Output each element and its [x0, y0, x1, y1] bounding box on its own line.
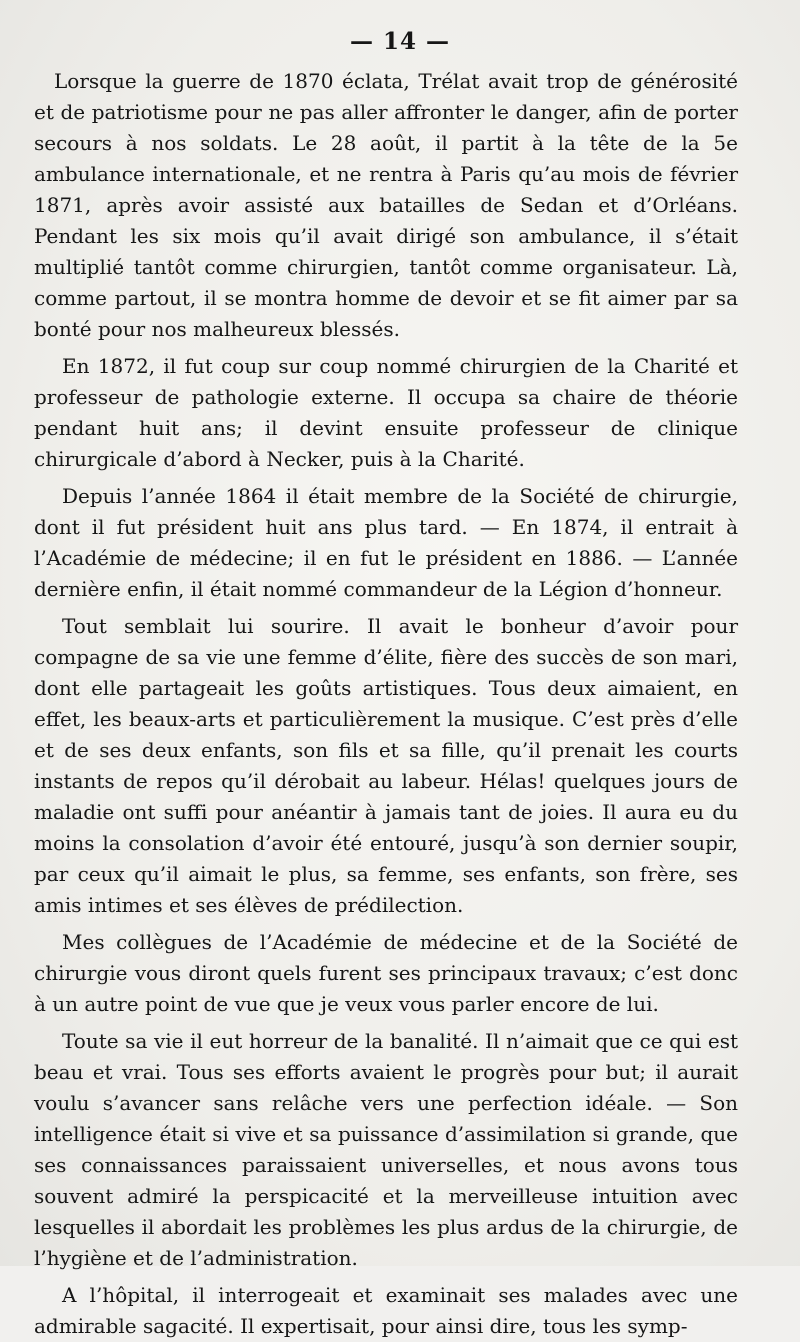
- paragraph-family-life: Tout semblait lui sourire. Il avait le bonheur d’avoir pour compagne de sa vie une femme d’élite, fière des succès de son mari, dont elle partageait les goûts artistiques. Tous deux aimaient, en effet, les beaux-arts et particulièrement la musique. C’est près d’elle et de ses deux enfants, son fils et sa fille, qu’il prenait les courts instants de repos qu’il dérobait au labeur. Hélas! quelques jours de maladie ont suffi pour anéantir à jamais tant de joies. Il aura eu du moins la consolation d’avoir été entouré, jusqu’à son dernier soupir, par ceux qu’il aimait le plus, sa femme, ses enfants, son frère, ses amis intimes et ses élèves de prédilection.: [34, 614, 738, 917]
- page-number: — 14 —: [349, 28, 451, 55]
- paragraph-colleagues: Mes collègues de l’Académie de médecine et de la Société de chirurgie vous diront quels furent ses principaux travaux; c’est donc à un autre point de vue que je veux vous parler encore de lui.: [34, 930, 738, 1016]
- paragraph-charite-1872: En 1872, il fut coup sur coup nommé chirurgien de la Charité et professeur de pathologie externe. Il occupa sa chaire de théorie pendant huit ans; il devint ensuite professeur de clinique chirurgicale d’abord à Necker, puis à la Charité.: [34, 354, 738, 471]
- body-text: [34, 66, 738, 1342]
- paragraph-character: Toute sa vie il eut horreur de la banalité. Il n’aimait que ce qui est beau et vrai. Tous ses efforts avaient le progrès pour but; il aurait voulu s’avancer sans relâche vers une perfection idéale. — Son intelligence était si vive et sa puissance d’assimilation si grande, que ses connaissances paraissaient universelles, et nous avons tous souvent admiré la perspicacité et la merveilleuse intuition avec lesquelles il abordait les problèmes les plus ardus de la chirurgie, de l’hygiène et de l’administration.: [34, 1029, 738, 1270]
- paragraph-hospital: A l’hôpital, il interrogeait et examinait ses malades avec une admirable sagacité. Il expertisait, pour ainsi dire, tous les symp-: [34, 1283, 738, 1338]
- paragraph-societe-chirurgie: Depuis l’année 1864 il était membre de la Société de chirurgie, dont il fut président huit ans plus tard. — En 1874, il entrait à l’Académie de médecine; il en fut le président en 1886. — L’année dernière enfin, il était nommé commandeur de la Légion d’honneur.: [34, 484, 738, 601]
- paragraph-war-1870: Lorsque la guerre de 1870 éclata, Trélat avait trop de générosité et de patriotisme pour ne pas aller affronter le danger, afin de porter secours à nos soldats. Le 28 août, il partit à la tête de la 5e ambulance internationale, et ne rentra à Paris qu’au mois de février 1871, après avoir assisté aux batailles de Sedan et d’Orléans. Pendant les six mois qu’il avait dirigé son ambulance, il s’était multiplié tantôt comme chirurgien, tantôt comme organisateur. Là, comme partout, il se montra homme de devoir et se fit aimer par sa bonté pour nos malheureux blessés.: [34, 69, 738, 341]
